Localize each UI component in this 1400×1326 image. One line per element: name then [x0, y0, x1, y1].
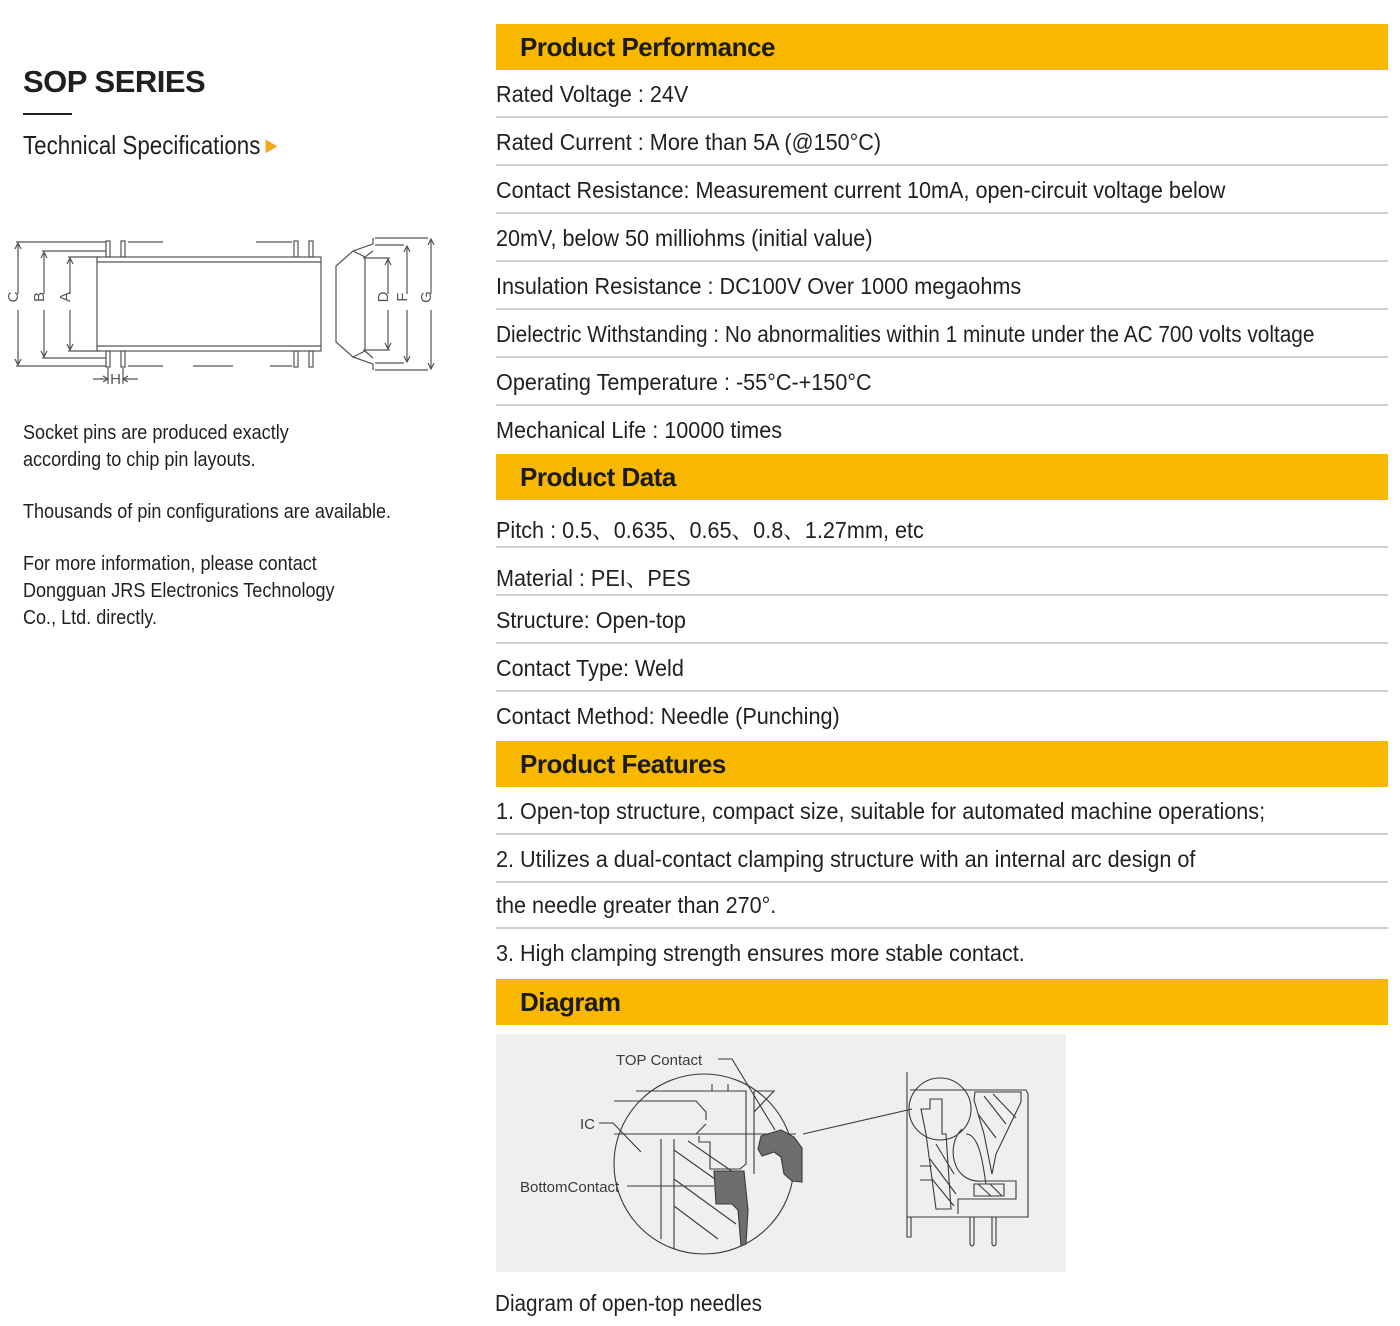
section-header-product-performance: [496, 24, 1388, 70]
spec-row-rated-current: [496, 120, 1388, 166]
spec-row-insulation-resistance: [496, 264, 1388, 310]
feature-row-3: [496, 931, 1388, 977]
bottom-contact-shape: [714, 1171, 748, 1246]
dimension-drawing: [5, 232, 438, 392]
dim-label-b: B: [31, 291, 48, 303]
spec-text: Insulation Resistance : DC100V Over 1000 megaohms: [496, 273, 1022, 299]
spec-text: 20mV, below 50 milliohms (initial value): [496, 225, 873, 251]
description-line: Co., Ltd. directly.: [23, 606, 158, 629]
description-line: Thousands of pin configurations are available.: [23, 500, 392, 523]
diagram-caption: Diagram of open-top needles: [495, 1290, 762, 1316]
description-contact: [23, 550, 335, 631]
section-title: Product Performance: [520, 32, 775, 62]
zoom-connector-line: [803, 1109, 912, 1134]
section-header-product-features: [496, 741, 1388, 787]
spec-text: Contact Resistance: Measurement current 10mA, open-circuit voltage below: [496, 177, 1226, 203]
spec-text: Mechanical Life : 10000 times: [496, 417, 783, 443]
dim-label-a: A: [57, 291, 74, 303]
spec-row-rated-voltage: [496, 72, 1388, 118]
section-title: Product Features: [520, 749, 726, 779]
data-row-material: [496, 550, 1388, 596]
feature-text: 2. Utilizes a dual-contact clamping structure with an internal arc design of: [496, 846, 1196, 872]
data-row-contact-method: [496, 694, 1388, 740]
label-ic: IC: [580, 1116, 595, 1133]
spec-text: Dielectric Withstanding : No abnormalities within 1 minute under the AC 700 volts voltage: [496, 321, 1315, 347]
open-top-needle-diagram: [496, 1034, 1066, 1272]
top-contact-shape: [758, 1130, 802, 1182]
spec-row-contact-resistance: [496, 168, 1388, 214]
description-line: according to chip pin layouts.: [23, 448, 256, 471]
spec-row-dielectric-withstanding: [496, 312, 1388, 358]
data-text: Material : PEI、PES: [496, 565, 691, 591]
spec-row-operating-temperature: [496, 360, 1388, 406]
description-pin-layout: [23, 419, 289, 473]
description-line: Socket pins are produced exactly: [23, 421, 289, 444]
label-top-contact: TOP Contact: [616, 1052, 703, 1069]
ic-leader: [599, 1123, 641, 1152]
data-row-structure: [496, 598, 1388, 644]
feature-row-2: [496, 837, 1388, 883]
magnified-detail: [614, 1084, 796, 1249]
feature-row-1: [496, 789, 1388, 835]
section-title: Product Data: [520, 462, 676, 492]
description-line: For more information, please contact: [23, 552, 317, 575]
spec-text: Rated Voltage : 24V: [496, 81, 689, 107]
section-header-product-data: [496, 454, 1388, 500]
spec-text: Operating Temperature : -55°C-+150°C: [496, 369, 872, 395]
data-text: Structure: Open-top: [496, 607, 686, 633]
dim-label-h: H: [110, 371, 121, 388]
title-underline: [23, 113, 72, 115]
data-text: Contact Type: Weld: [496, 655, 684, 681]
feature-text: the needle greater than 270°.: [496, 892, 777, 918]
feature-text: 3. High clamping strength ensures more stable contact.: [496, 940, 1025, 966]
dim-label-c: C: [5, 291, 22, 303]
socket-body: [97, 257, 321, 351]
data-row-pitch: [496, 502, 1388, 548]
data-text: Pitch : 0.5、0.635、0.65、0.8、1.27mm, etc: [496, 517, 924, 543]
data-row-contact-type: [496, 646, 1388, 692]
dim-label-f: F: [394, 292, 411, 302]
dim-label-d: D: [375, 291, 392, 303]
series-title: SOP SERIES: [23, 64, 206, 99]
spec-row-contact-resistance-cont: [496, 216, 1388, 262]
description-configurations: [23, 498, 391, 525]
feature-row-2-cont: [496, 883, 1388, 929]
label-bottom-contact: BottomContact: [520, 1179, 620, 1196]
spec-row-mechanical-life: [496, 408, 1388, 454]
spec-text: Rated Current : More than 5A (@150°C): [496, 129, 882, 155]
socket-cross-section: [907, 1072, 1028, 1246]
socket-pins: [106, 241, 313, 367]
feature-text: 1. Open-top structure, compact size, suitable for automated machine operations;: [496, 798, 1266, 824]
technical-specifications-label: Technical Specifications: [23, 130, 261, 160]
diagram-illustration: [496, 1034, 1066, 1272]
section-header-diagram: [496, 979, 1388, 1025]
triangle-right-icon: ▶: [265, 135, 278, 155]
description-line: Dongguan JRS Electronics Technology: [23, 579, 335, 602]
technical-specifications-heading: [23, 130, 277, 161]
data-text: Contact Method: Needle (Punching): [496, 703, 840, 729]
dim-label-g: G: [418, 291, 435, 303]
section-title: Diagram: [520, 987, 621, 1017]
